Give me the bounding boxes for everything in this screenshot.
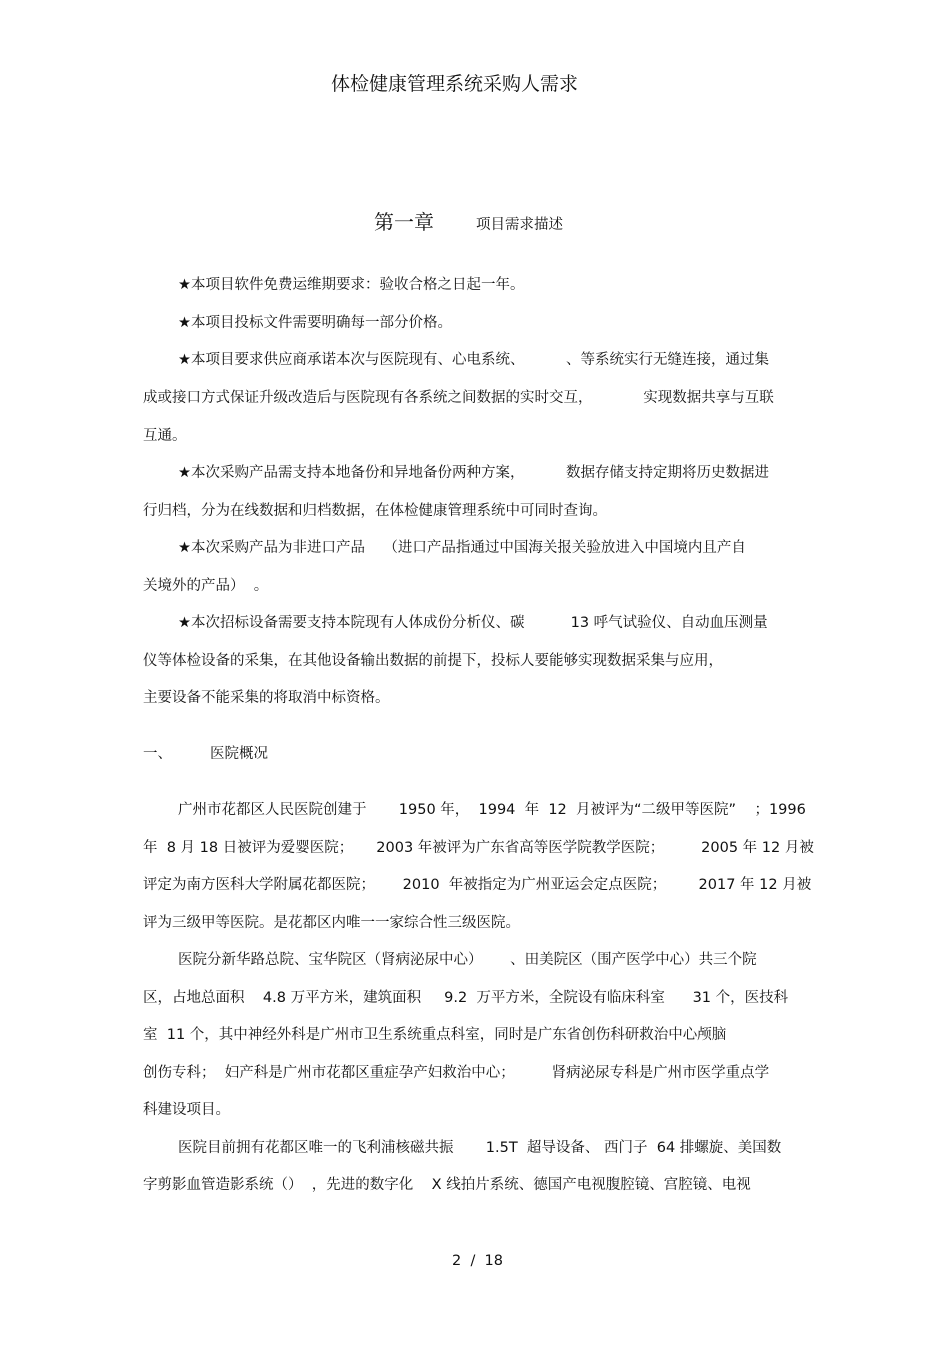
requirement-line: ★本次采购产品需支持本地备份和异地备份两种方案， 数据存储支持定期将历史数据进	[178, 465, 769, 481]
paragraph-line: 评为三级甲等医院。是花都区内唯一一家综合性三级医院。	[143, 915, 520, 931]
paragraph-line: 医院分新华路总院、宝华院区（肾病泌尿中心） 、田美院区（围产医学中心）共三个院	[178, 952, 757, 968]
document-title: 体检健康管理系统采购人需求	[331, 73, 579, 95]
paragraph-line: 医院目前拥有花都区唯一的飞利浦核磁共振 1.5T 超导设备、 西门子 64 排螺旋、美国数	[178, 1140, 782, 1156]
section-title: 医院概况	[210, 746, 268, 762]
requirement-line: ★本项目投标文件需要明确每一部分价格。	[178, 315, 452, 331]
requirement-line: 关境外的产品） 。	[143, 578, 269, 594]
requirement-line: ★本项目要求供应商承诺本次与医院现有、心电系统、 、等系统实行无缝连接，通过集	[178, 352, 769, 368]
requirement-line: 仪等体检设备的采集，在其他设备输出数据的前提下，投标人要能够实现数据采集与应用，	[143, 653, 723, 669]
requirement-line: ★本次采购产品为非进口产品 （进口产品指通过中国海关报关验放进入中国境内且产自	[178, 540, 746, 556]
requirement-line: ★本项目软件免费运维期要求：验收合格之日起一年。	[178, 277, 525, 293]
chapter-number: 第一章	[374, 210, 434, 234]
paragraph-line: 创伤专科； 妇产科是广州市花都区重症孕产妇救治中心； 肾病泌尿专科是广州市医学重点学	[143, 1065, 770, 1081]
requirement-line: 主要设备不能采集的将取消中标资格。	[143, 690, 390, 706]
paragraph-line: 区，占地总面积 4.8 万平方米，建筑面积 9.2 万平方米，全院设有临床科室 31 个，医技科	[143, 990, 789, 1006]
paragraph-line: 年 8 月 18 日被评为爱婴医院； 2003 年被评为广东省高等医学院教学医院； 2005 年 12 月被	[143, 840, 814, 856]
paragraph-line: 字剪影血管造影系统（） ，先进的数字化 X 线拍片系统、德国产电视腹腔镜、宫腔镜、电视	[143, 1177, 751, 1193]
paragraph-line: 室 11 个，其中神经外科是广州市卫生系统重点科室，同时是广东省创伤科研救治中心颅脑	[143, 1027, 727, 1043]
paragraph-line: 科建设项目。	[143, 1102, 230, 1118]
chapter-title: 项目需求描述	[476, 217, 563, 233]
page-number: 2 / 18	[452, 1253, 503, 1269]
requirement-line: ★本次招标设备需要支持本院现有人体成份分析仪、碳 13 呼气试验仪、自动血压测量	[178, 615, 768, 631]
paragraph-line: 评定为南方医科大学附属花都医院； 2010 年被指定为广州亚运会定点医院； 2017 年 12 月被	[143, 877, 812, 893]
section-number: 一、	[143, 746, 172, 762]
requirement-line: 互通。	[143, 428, 187, 444]
requirement-line: 成或接口方式保证升级改造后与医院现有各系统之间数据的实时交互， 实现数据共享与互联	[143, 390, 774, 406]
paragraph-line: 广州市花都区人民医院创建于 1950 年， 1994 年 12 月被评为“二级甲等医院” ；1996	[178, 802, 806, 818]
requirement-line: 行归档，分为在线数据和归档数据，在体检健康管理系统中可同时查询。	[143, 503, 607, 519]
